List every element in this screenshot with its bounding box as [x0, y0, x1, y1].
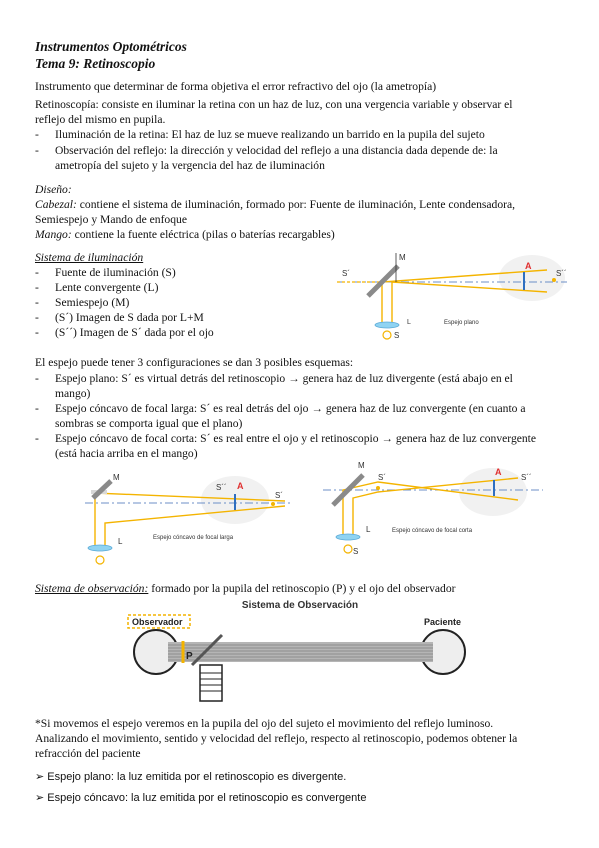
label-A: A — [237, 481, 244, 491]
arrow-item-1 — [35, 770, 346, 785]
bullet-dash: - — [35, 128, 39, 141]
bullet-dash: - — [35, 311, 39, 324]
config-item-1-cont: mango) — [55, 387, 91, 400]
diseno-heading: Diseño: — [35, 183, 72, 196]
diagram-espejo-plano — [332, 250, 572, 345]
caption-focal-corta: Espejo cóncavo de focal corta — [392, 528, 473, 534]
mango-label: Mango: — [35, 228, 72, 241]
retinoscopia-bullet-2-cont: ametropía del sujeto y la vergencia del haz de iluminación — [55, 159, 325, 172]
config-item-1: Espejo plano: S´ es virtual detrás del retinoscopio → genera haz de luz divergente (está abajo en el — [55, 372, 513, 385]
label-A: A — [495, 467, 502, 477]
arrow-bullet-icon: ➢ — [35, 792, 45, 804]
iluminacion-item-3: Semiespejo (M) — [55, 296, 130, 309]
bullet-dash: - — [35, 326, 39, 339]
label-S1: S´ — [378, 473, 386, 482]
caption-focal-larga: Espejo cóncavo de focal larga — [153, 535, 234, 541]
label-S2: S´´ — [216, 483, 227, 492]
diagram-focal-corta — [318, 460, 548, 568]
retinoscopia-line-2: reflejo del mismo en pupila. — [35, 113, 166, 126]
retinoscopia-bullet-2: Observación del reflejo: la dirección y velocidad del reflejo a una distancia dada depende de: la — [55, 144, 498, 157]
iluminacion-heading: Sistema de iluminación — [35, 251, 144, 264]
retinoscopia-bullet-1: Iluminación de la retina: El haz de luz se mueve realizando un barrido en la pupila del sujeto — [55, 128, 485, 141]
cabezal-label: Cabezal: — [35, 198, 77, 211]
lens — [336, 534, 360, 540]
bullet-dash: - — [35, 296, 39, 309]
mango-line — [35, 227, 335, 242]
label-P: P — [186, 651, 193, 662]
final-line-2: Analizando el movimiento, sentido y velocidad del reflejo, respecto al retinoscopio, podemos obtener la — [35, 732, 518, 745]
diagram-sistema-observacion — [128, 597, 473, 707]
eye-shape — [499, 255, 565, 301]
iluminacion-item-5: (S´´) Imagen de S´ dada por el ojo — [55, 326, 214, 339]
figure-title: Sistema de Observación — [241, 600, 359, 611]
cabezal-line-2: Semiespejo y Mando de enfoque — [35, 213, 187, 226]
bullet-dash: - — [35, 281, 39, 294]
label-S1: S´ — [342, 269, 350, 278]
label-A: A — [525, 261, 532, 271]
intro-text: Instrumento que determinar de forma objetiva el error refractivo del ojo (la ametropía) — [35, 80, 437, 93]
arrow-item-2-text: Espejo cóncavo: la luz emitida por el retinoscopio es convergente — [47, 792, 367, 804]
label-L: L — [366, 525, 371, 534]
focus-point — [376, 486, 380, 490]
light-source-bulb — [383, 331, 391, 339]
iluminacion-item-4: (S´) Imagen de S dada por L+M — [55, 311, 204, 324]
bullet-dash: - — [35, 266, 39, 279]
mango-text: contiene la fuente eléctrica (pilas o baterías recargables) — [71, 228, 335, 241]
focus-point — [552, 278, 556, 282]
bullet-dash: - — [35, 432, 39, 445]
label-S2: S´´ — [556, 269, 567, 278]
iluminacion-item-2: Lente convergente (L) — [55, 281, 159, 294]
observacion-label: Sistema de observación: — [35, 582, 149, 595]
label-S: S — [353, 547, 359, 556]
focus-point — [271, 502, 275, 506]
config-item-3: Espejo cóncavo de focal corta: S´ es real entre el ojo y el retinoscopio → genera haz de luz convergente — [55, 432, 537, 445]
arrow-item-2 — [35, 791, 366, 806]
retinoscope-handle — [200, 665, 222, 701]
label-L: L — [407, 319, 411, 326]
label-M: M — [399, 253, 406, 262]
config-item-2-cont: sombras se comporta igual que el plano) — [55, 417, 243, 430]
configuraciones-intro: El espejo puede tener 3 configuraciones se dan 3 posibles esquemas: — [35, 356, 354, 369]
label-S2: S´´ — [521, 473, 532, 482]
arrow-bullet-icon: ➢ — [35, 771, 45, 783]
lens — [375, 322, 399, 328]
label-M: M — [358, 461, 365, 470]
label-M: M — [113, 473, 120, 482]
document-subtitle: Tema 9: Retinoscopio — [35, 56, 156, 71]
bullet-dash: - — [35, 144, 39, 157]
cabezal-text: contiene el sistema de iluminación, formado por: Fuente de iluminación, Lente condensadora, — [76, 198, 516, 211]
diagram-focal-larga — [75, 468, 295, 576]
bullet-dash: - — [35, 372, 39, 385]
label-S: S — [394, 331, 400, 340]
iluminacion-item-1: Fuente de iluminación (S) — [55, 266, 176, 279]
observacion-line — [35, 581, 456, 596]
label-S1: S´ — [275, 491, 283, 500]
observacion-text: formado por la pupila del retinoscopio (P) y el ojo del observador — [148, 582, 456, 595]
retinoscopia-line-1: Retinoscopía: consiste en iluminar la retina con un haz de luz, con una vergencia variable y observar el — [35, 98, 513, 111]
config-item-2: Espejo cóncavo de focal larga: S´ es real detrás del ojo → genera haz de luz convergente (en cuanto a — [55, 402, 526, 415]
light-source-bulb — [344, 545, 352, 553]
final-line-3: refracción del paciente — [35, 747, 141, 760]
final-line-1: *Si movemos el espejo veremos en la pupila del ojo del sujeto el movimiento del reflejo luminoso. — [35, 717, 494, 730]
label-L: L — [118, 537, 123, 546]
lens — [88, 545, 112, 551]
caption-plano: Espejo plano — [444, 320, 479, 326]
mirror — [93, 481, 111, 498]
bullet-dash: - — [35, 402, 39, 415]
cabezal-line — [35, 197, 515, 212]
label-paciente: Paciente — [424, 617, 462, 627]
label-observador: Observador — [132, 617, 183, 627]
document-title: Instrumentos Optométricos — [35, 39, 187, 54]
arrow-item-1-text: Espejo plano: la luz emitida por el retinoscopio es divergente. — [47, 771, 347, 783]
config-item-3-cont: (está hacia arriba en el mango) — [55, 447, 198, 460]
light-source-bulb — [96, 556, 104, 564]
